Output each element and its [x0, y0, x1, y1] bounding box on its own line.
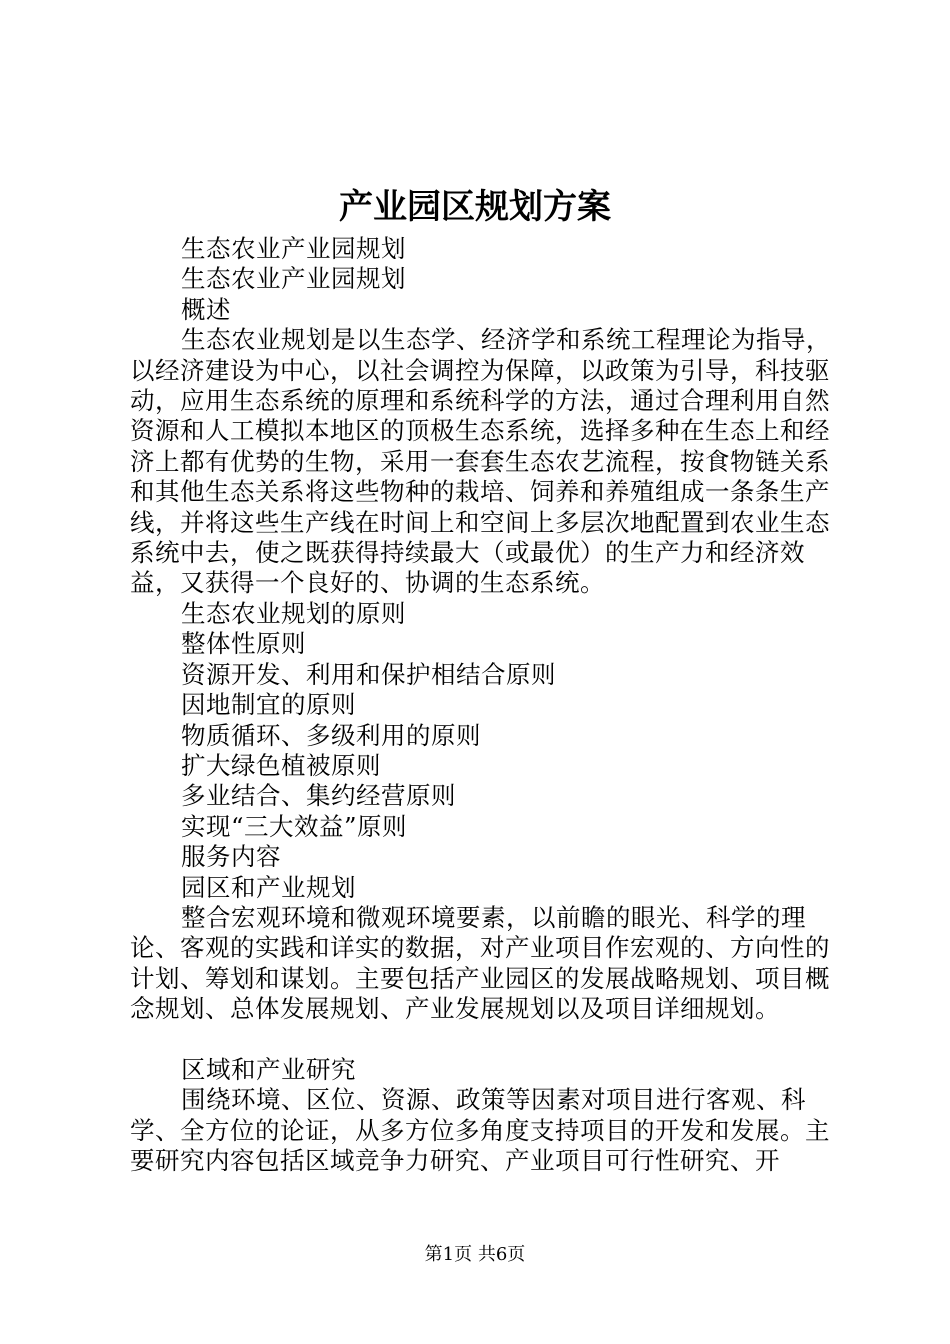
principle-item: 实现“三大效益”原则 [181, 811, 408, 841]
principle-item: 整体性原则 [181, 629, 306, 659]
paragraph-gap [130, 1025, 835, 1055]
document-body [130, 234, 835, 1177]
principle-item: 多业结合、集约经营原则 [181, 781, 456, 811]
principle-item: 因地制宜的原则 [181, 690, 356, 720]
principle-item: 扩大绿色植被原则 [181, 750, 381, 780]
principles-heading: 生态农业规划的原则 [181, 598, 406, 628]
page-number: 第1页 共6页 [424, 1244, 526, 1265]
research-heading: 区域和产业研究 [181, 1054, 356, 1084]
planning-heading: 园区和产业规划 [181, 872, 356, 902]
research-paragraph: 围绕环境、区位、资源、政策等因素对项目进行客观、科学、全方位的论证，从多方位多角度支持项目的开发和发展。主要研究内容包括区域竞争力研究、产业项目可行性研究、开 [130, 1085, 830, 1176]
services-heading: 服务内容 [181, 842, 281, 872]
subtitle-line: 生态农业产业园规划 [181, 264, 406, 294]
subtitle-line: 生态农业产业园规划 [181, 234, 406, 263]
overview-heading: 概述 [181, 294, 231, 324]
overview-paragraph: 生态农业规划是以生态学、经济学和系统工程理论为指导，以经济建设为中心，以社会调控为保障，以政策为引导，科技驱动，应用生态系统的原理和系统科学的方法，通过合理利用自然资源和人工模拟本地区的顶极生态系统，选择多种在生态上和经济上都有优势的生物，采用一套套生态农艺流程，按食物链关系和其他生态关系将这些物种的栽培、饲养和养殖组成一条条生产线，并将这些生产线在时间上和空间上多层次地配置到农业生态系统中去，使之既获得持续最大（或最优）的生产力和经济效益，又获得一个良好的、协调的生态系统。 [130, 325, 831, 598]
planning-paragraph: 整合宏观环境和微观环境要素，以前瞻的眼光、科学的理论、客观的实践和详实的数据，对产业项目作宏观的、方向性的计划、筹划和谋划。主要包括产业园区的发展战略规划、项目概念规划、总体发展规划、产业发展规划以及项目详细规划。 [130, 902, 830, 1024]
principle-item: 物质循环、多级利用的原则 [181, 720, 481, 750]
document-title: 产业园区规划方案 [339, 187, 611, 227]
principle-item: 资源开发、利用和保护相结合原则 [181, 659, 556, 689]
